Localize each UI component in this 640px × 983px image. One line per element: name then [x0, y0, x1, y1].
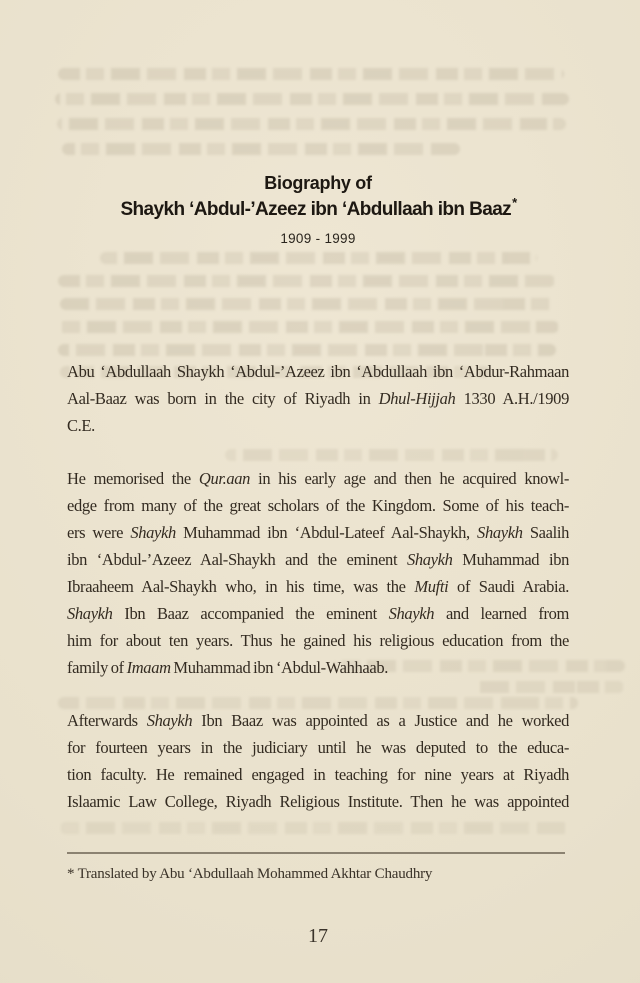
text-run: Abu ‘Abdullaah Shaykh ‘Abdul-’Azeez ibn ‘Abdullaah ibn ‘Abdur-Rahmaan	[67, 362, 569, 381]
bleed-through-line	[57, 118, 566, 130]
text-line	[67, 654, 569, 681]
text-line	[67, 385, 569, 412]
bleed-through-line	[58, 275, 555, 287]
text-run: tion faculty. He remained engaged in teaching for nine years at Riyadh	[67, 765, 569, 784]
italic-term: Qur.aan	[198, 469, 251, 488]
text-line	[67, 627, 569, 654]
text-run: Afterwards	[67, 711, 147, 730]
text-line	[67, 492, 569, 519]
text-line	[67, 519, 569, 546]
footnote-marker: *	[512, 195, 517, 210]
heading-dates: 1909 - 1999	[280, 231, 356, 246]
text-run: Ibn Baaz was appointed as a Justice and he worked	[192, 711, 569, 730]
text-run: Islaamic Law College, Riyadh Religious Institute. Then he was appointed	[67, 792, 569, 811]
text-run: ibn ‘Abdul-’Azeez Aal-Shaykh and the eminent	[67, 550, 407, 569]
bleed-through-line	[55, 93, 569, 105]
bleed-through-line	[58, 344, 556, 356]
italic-term: Shaykh	[388, 604, 435, 623]
bleed-through-line	[62, 143, 460, 155]
bleed-through-line	[60, 298, 556, 310]
italic-term: Mufti	[414, 577, 449, 596]
text-line	[67, 546, 569, 573]
text-run: Muhammad ibn	[452, 550, 569, 569]
text-line	[67, 600, 569, 627]
paragraph	[67, 358, 569, 439]
text-run: Saalih	[522, 523, 569, 542]
text-run: edge from many of the great scholars of the Kingdom. Some of his teach-	[67, 496, 569, 515]
text-run: Ibraaheem Aal-Shaykh who, in his time, was the	[67, 577, 415, 596]
text-line	[67, 465, 569, 492]
page-number: 17	[308, 925, 328, 947]
text-line	[67, 573, 569, 600]
heading-line-1: Biography of	[264, 173, 372, 193]
text-run: C.E.	[67, 416, 95, 435]
italic-term: Shaykh	[146, 711, 193, 730]
paragraph	[67, 707, 569, 815]
text-run: He memorised the	[67, 469, 199, 488]
text-run: Ibn Baaz accompanied the eminent	[112, 604, 389, 623]
text-run: Muhammad ibn ‘Abdul-Wahhaab.	[170, 658, 389, 677]
italic-term: Dhul-Hijjah	[378, 389, 456, 408]
text-run: of Saudi Arabia.	[448, 577, 569, 596]
text-line	[67, 358, 569, 385]
italic-term: Shaykh	[67, 604, 113, 623]
bleed-through-line	[58, 68, 564, 80]
text-run: for fourteen years in the judiciary until he was deputed to the educa-	[67, 738, 569, 757]
heading-line-2: Shaykh ‘Abdul-’Azeez ibn ‘Abdullaah ibn Baaz*	[120, 195, 517, 220]
bleed-through-line	[57, 321, 559, 333]
paragraph	[67, 465, 569, 681]
footnote-text: * Translated by Abu ‘Abdullaah Mohammed Akhtar Chaudhry	[67, 866, 433, 882]
text-run: Aal-Baaz was born in the city of Riyadh in	[67, 389, 379, 408]
text-line	[67, 412, 569, 439]
text-line	[67, 761, 569, 788]
body-text	[67, 358, 569, 841]
text-line	[67, 734, 569, 761]
text-run: him for about ten years. Thus he gained his religious education from the	[67, 631, 569, 650]
text-line	[67, 707, 569, 734]
footnote-divider	[67, 852, 565, 854]
text-run: and learned from	[434, 604, 569, 623]
text-line	[67, 788, 569, 815]
text-run: in his early age and then he acquired knowl-	[250, 469, 569, 488]
italic-term: Imaam	[126, 658, 171, 677]
bleed-through-line	[100, 252, 537, 264]
chapter-heading	[67, 171, 569, 248]
text-run: family of	[67, 658, 127, 677]
text-run: Muhammad ibn ‘Abdul-Lateef Aal-Shaykh,	[175, 523, 478, 542]
text-run: 1330 A.H./1909	[455, 389, 569, 408]
italic-term: Shaykh	[130, 523, 176, 542]
text-run: ers were	[67, 523, 131, 542]
italic-term: Shaykh	[406, 550, 453, 569]
italic-term: Shaykh	[477, 523, 523, 542]
